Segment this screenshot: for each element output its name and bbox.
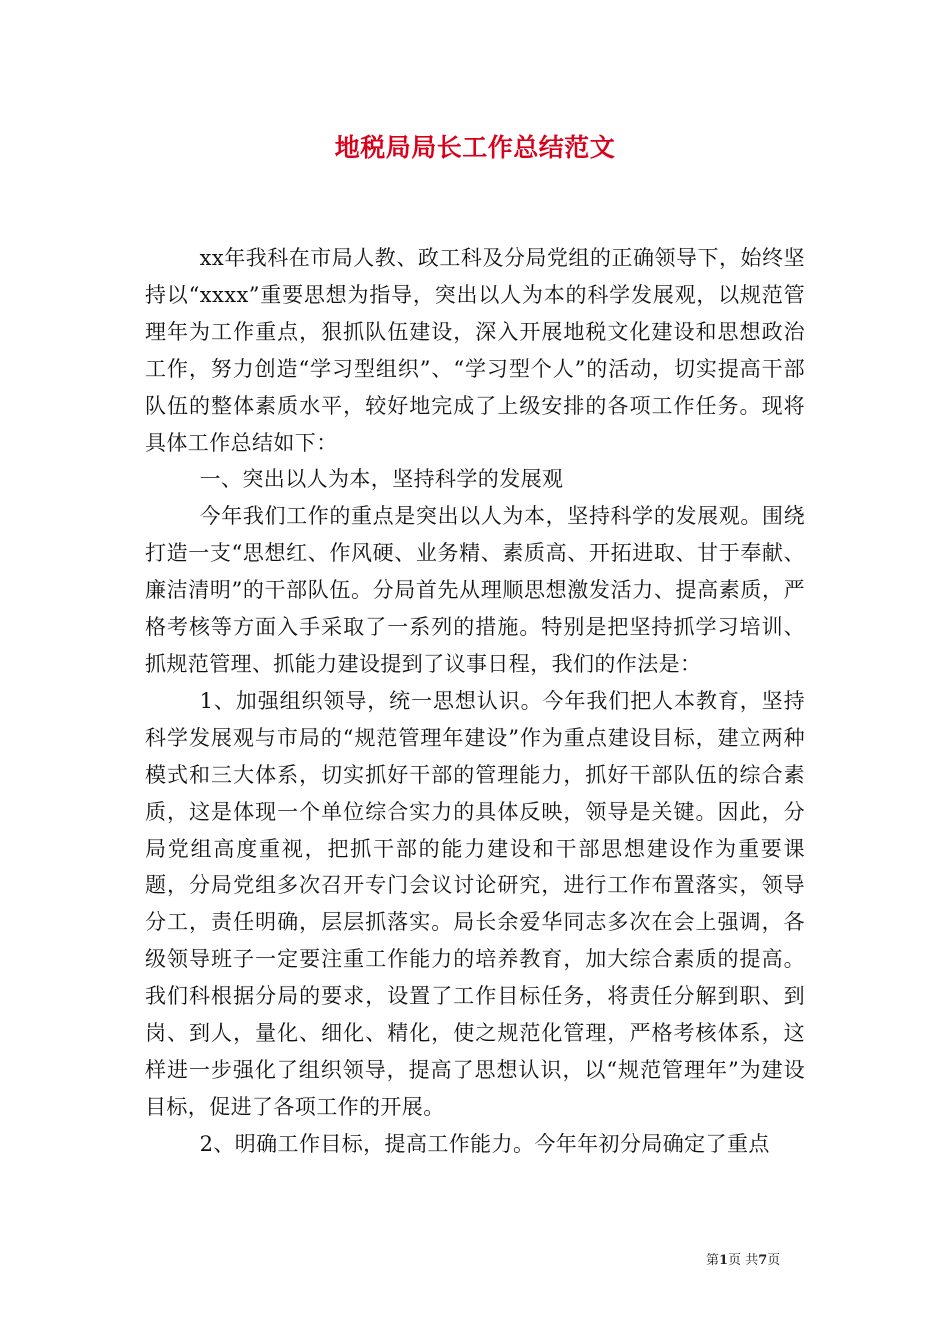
- document-body: [145, 240, 805, 1163]
- footer-middle: 页 共: [728, 1253, 759, 1268]
- current-page-number: 1: [719, 1253, 729, 1268]
- item-1-paragraph: 1、加强组织领导，统一思想认识。今年我们把人本教育，坚持科学发展观与市局的“规范管理年建设”作为重点建设目标，建立两种模式和三大体系，切实抓好干部的管理能力，抓好干部队伍的综合素质，这是体现一个单位综合实力的具体反映，领导是关键。因此，分局党组高度重视，把抓干部的能力建设和干部思想建设作为重要课题，分局党组多次召开专门会议讨论研究，进行工作布置落实，领导分工，责任明确，层层抓落实。局长余爱华同志多次在会上强调，各级领导班子一定要注重工作能力的培养教育，加大综合素质的提高。我们科根据分局的要求，设置了工作目标任务，将责任分解到职、到岗、到人，量化、细化、精化，使之规范化管理，严格考核体系，这样进一步强化了组织领导，提高了思想认识，以“规范管理年”为建设目标，促进了各项工作的开展。: [145, 688, 805, 1119]
- section-heading-1: 一、突出以人为本，坚持科学的发展观: [199, 467, 564, 492]
- total-page-number: 7: [758, 1253, 768, 1268]
- item-2-paragraph: 2、明确工作目标，提高工作能力。今年年初分局确定了重点: [199, 1131, 770, 1156]
- footer-suffix: 页: [767, 1253, 781, 1268]
- page-footer: [706, 1252, 816, 1270]
- footer-prefix: 第: [706, 1253, 720, 1268]
- document-title: 地税局局长工作总结范文: [334, 133, 616, 162]
- section-1-paragraph: 今年我们工作的重点是突出以人为本，坚持科学的发展观。围绕打造一支“思想红、作风硬、业务精、素质高、开拓进取、甘于奉献、廉洁清明”的干部队伍。分局首先从理顺思想激发活力、提高素质，严格考核等方面入手采取了一系列的措施。特别是把坚持抓学习培训、抓规范管理、抓能力建设提到了议事日程，我们的作法是：: [145, 504, 805, 676]
- intro-paragraph: xx年我科在市局人教、政工科及分局党组的正确领导下，始终坚持以“xxxx”重要思想为指导，突出以人为本的科学发展观，以规范管理年为工作重点，狠抓队伍建设，深入开展地税文化建设和思想政治工作，努力创造“学习型组织”、“学习型个人”的活动，切实提高干部队伍的整体素质水平，较好地完成了上级安排的各项工作任务。现将具体工作总结如下：: [145, 246, 805, 455]
